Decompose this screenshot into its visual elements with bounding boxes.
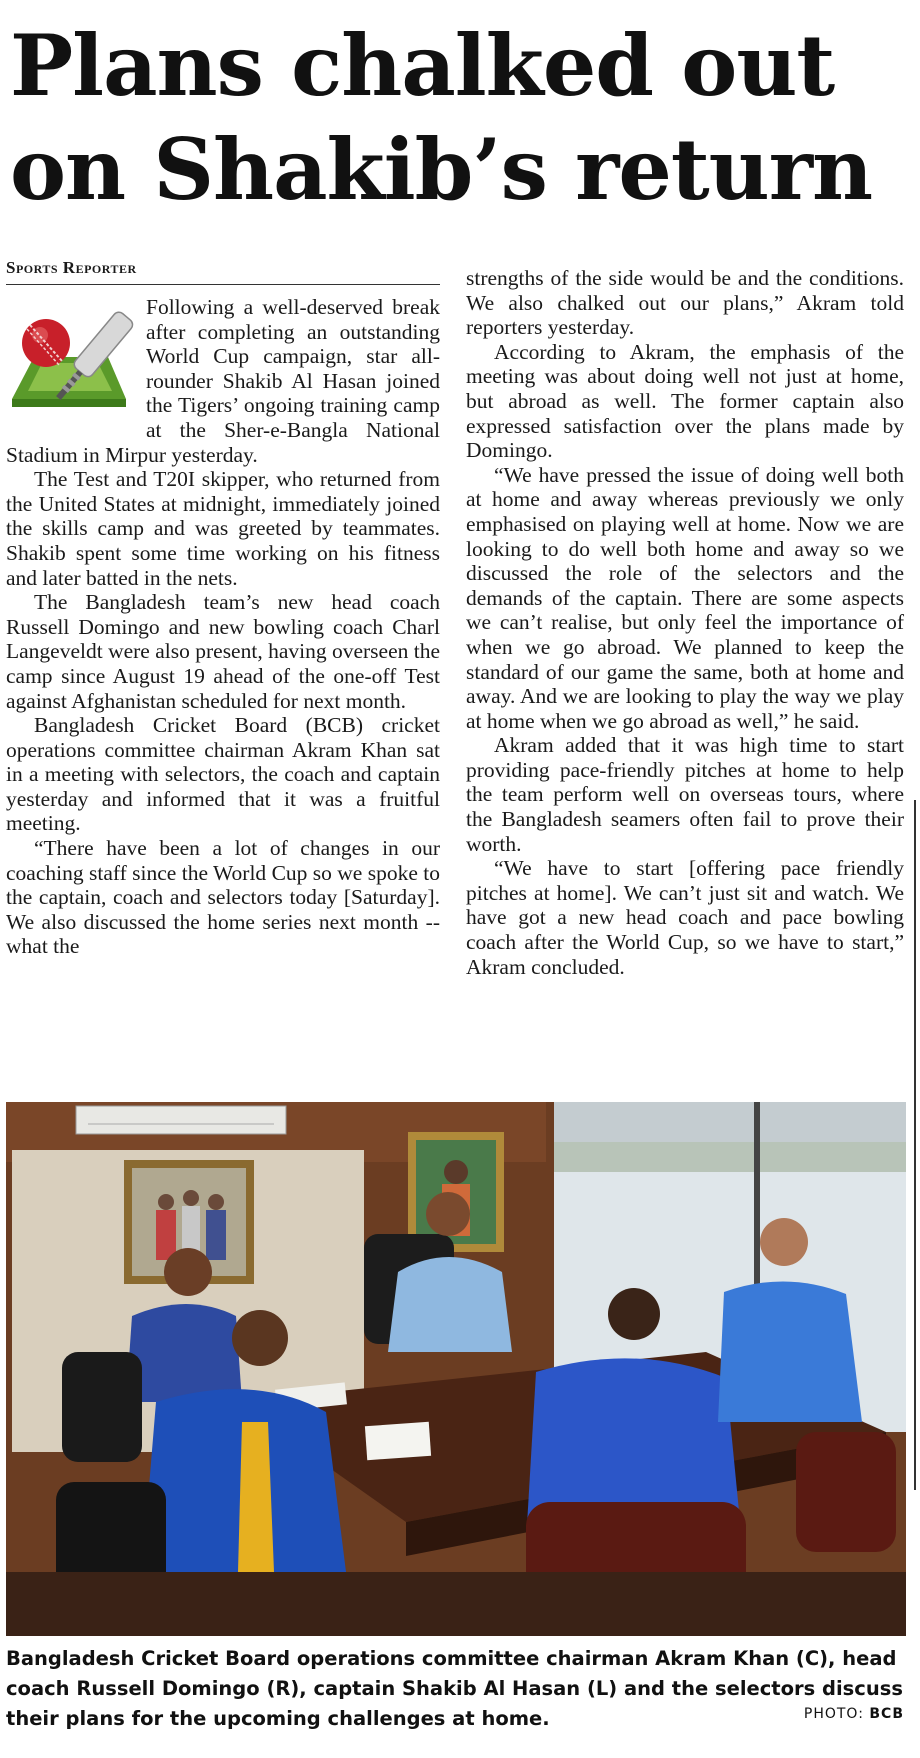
column-divider <box>914 800 916 1490</box>
paragraph: “We have pressed the issue of doing well both at home and away whereas previously we only emphasised on playing well at home. Now we are looking to do well both home and away so we discussed the role of the selectors and the demands of the captain. There are some aspects we can’t realise, but only feel the importance of when we go abroad. We planned to keep the standard of our game the same, both at home and away. And we are looking to play the way we play at home when we go abroad as well,” he said. <box>466 462 904 733</box>
cricket-ball-and-bat-icon <box>6 295 138 433</box>
headline-line-2: on Shakib’s return <box>10 120 873 219</box>
right-column <box>466 266 904 979</box>
byline: Sports Reporter <box>6 258 440 285</box>
photo-credit-source: BCB <box>869 1706 904 1722</box>
photo-credit <box>804 1706 904 1722</box>
paragraph: strengths of the side would be and the conditions. We also chalked out our plans,” Akram told reporters yesterday. <box>466 266 904 340</box>
meeting-photo <box>6 1102 906 1636</box>
photo-credit-label: PHOTO: <box>803 1706 864 1722</box>
paragraph: “We have to start [offering pace friendly pitches at home]. We can’t just sit and watch. We have got a new head coach and pace bowling coach after the World Cup, so we have to start,” Akram concluded. <box>466 856 904 979</box>
photo-caption: Bangladesh Cricket Board operations committee chairman Akram Khan (C), head coach Russell Domingo (R), captain Shakib Al Hasan (L) and the selectors discuss their plans for the upcoming challenges at home. <box>6 1647 903 1730</box>
paragraph: Bangladesh Cricket Board (BCB) cricket operations committee chairman Akram Khan sat in a meeting with selectors, the coach and captain yesterday and informed that it was a fruitful meeting. <box>6 713 440 836</box>
headline-line-1: Plans chalked out <box>10 16 835 115</box>
paragraph: According to Akram, the emphasis of the meeting was about doing well not just at home, but abroad as well. The former captain also expressed satisfaction over the plans made by Domingo. <box>466 339 904 463</box>
paragraph: “There have been a lot of changes in our coaching staff since the World Cup so we spoke to the captain, coach and selectors today [Saturday]. We also discussed the home series next month -- what the <box>6 836 440 959</box>
paragraph: Following a well-deserved break after completing an outstanding World Cup campaign, star all-rounder Shakib Al Hasan joined the Tigers’ ongoing training camp at the Sher-e-Bangla National Stadium in Mirpur yesterday. <box>6 295 440 467</box>
paragraph: The Bangladesh team’s new head coach Russell Domingo and new bowling coach Charl Langeveldt were also present, having overseen the camp since August 19 ahead of the one-off Test against Afghanistan scheduled for next month. <box>6 590 441 713</box>
paragraph: The Test and T20I skipper, who returned from the United States at midnight, immediately joined the skills camp and was greeted by teammates. Shakib spent some time working on his fitness and later batted in the nets. <box>6 467 440 590</box>
headline <box>10 14 910 222</box>
paragraph: Akram added that it was high time to start providing pace-friendly pitches at home to help the team perform well on overseas tours, where the Bangladesh seamers often fail to prove their worth. <box>466 733 904 856</box>
left-column <box>6 258 440 959</box>
